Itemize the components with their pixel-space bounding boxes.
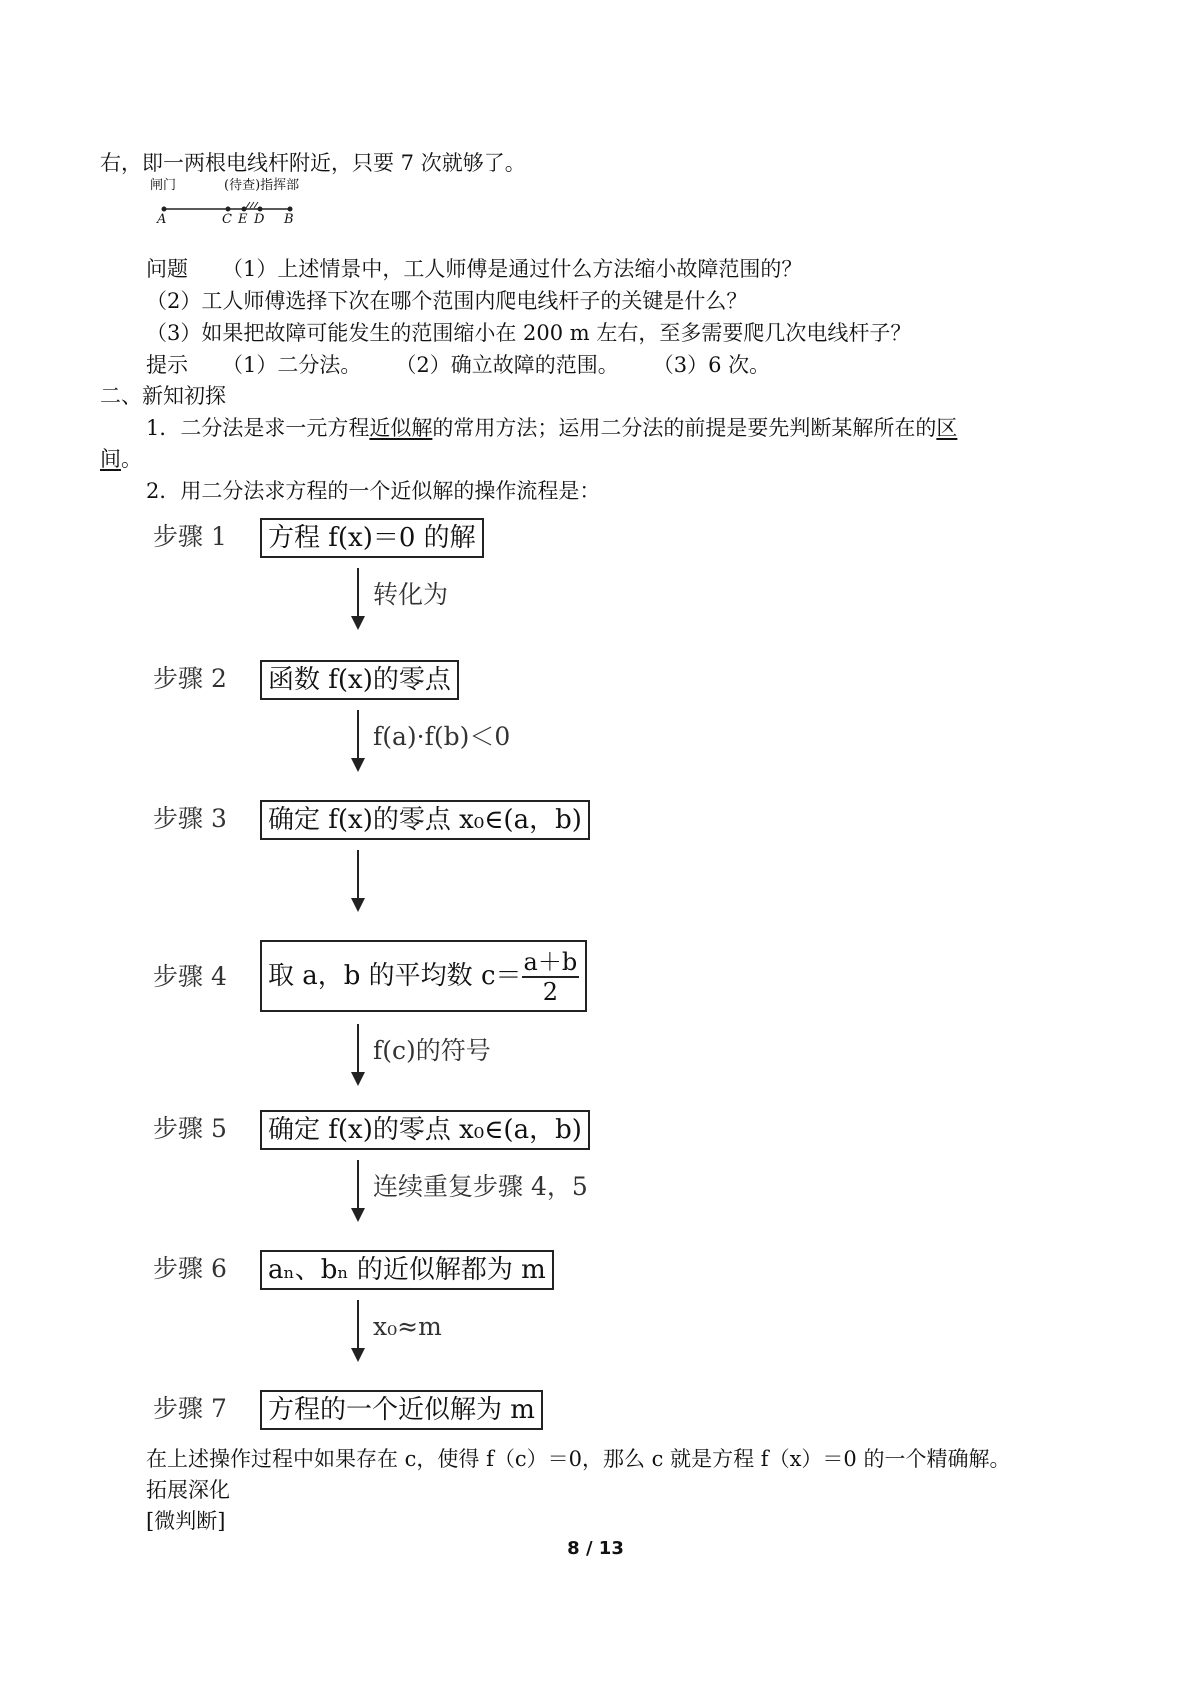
arrow-1 [357,568,359,628]
micro-judgment-heading: [微判断] [146,1509,226,1533]
gate-label: 闸门 [150,178,177,193]
point-e: E [238,212,248,227]
fraction-numerator: a＋b [523,948,578,976]
question-label: 问题 [146,257,188,281]
arrow-4 [357,1024,359,1084]
condition-1: 转化为 [373,580,449,609]
line-segment-diagram [160,193,340,233]
step-2-label: 步骤 2 [153,664,227,693]
step-4-text: 取 a，b 的平均数 c＝ [268,961,522,991]
paragraph-continuation: 右，即一两根电线杆附近，只要 7 次就够了。 [100,151,526,175]
condition-5: 连续重复步骤 4，5 [373,1172,588,1201]
mean-fraction [522,948,580,1006]
condition-6: x₀≈m [373,1312,442,1341]
step-1-label: 步骤 1 [153,522,227,551]
p1-end: 。 [121,447,142,471]
arrow-5 [357,1160,359,1220]
step-6-box: aₙ、bₙ 的近似解都为 m [260,1250,554,1290]
paragraph-1-cont [100,446,142,472]
step-5-box: 确定 f(x)的零点 x₀∈(a，b) [260,1110,590,1150]
hint-2: （2）确立故障的范围。 [395,353,619,377]
command-label: (待查)指挥部 [224,178,300,193]
arrow-6 [357,1300,359,1360]
page-number: 8 / 13 [567,1538,624,1559]
paragraph-1 [146,415,957,441]
power-line-figure [150,178,340,249]
hint-label: 提示 [146,353,188,377]
step-7-box: 方程的一个近似解为 m [260,1390,543,1430]
step-3-box: 确定 f(x)的零点 x₀∈(a，b) [260,800,590,840]
question-1-text: （1）上述情景中，工人师傅是通过什么方法缩小故障范围的？ [222,257,803,281]
point-a: A [157,212,167,227]
condition-2: f(a)·f(b)＜0 [373,722,511,751]
step-7-label: 步骤 7 [153,1394,227,1423]
step-2-box: 函数 f(x)的零点 [260,660,459,700]
step-6-label: 步骤 6 [153,1254,227,1283]
p1-text-a: 1．二分法是求一元方程 [146,416,370,440]
question-2: （2）工人师傅选择下次在哪个范围内爬电线杆子的关键是什么？ [146,289,748,313]
point-d: D [254,212,265,227]
blank-interval-2: 间 [100,447,121,471]
step-5-label: 步骤 5 [153,1114,227,1143]
arrow-3 [357,850,359,910]
hint [146,352,770,378]
paragraph-2: 2．用二分法求方程的一个近似解的操作流程是： [146,479,601,503]
paragraph-exact-solution: 在上述操作过程中如果存在 c，使得 f（c）＝0，那么 c 就是方程 f（x）＝0 的一个精确解。 [146,1447,1011,1471]
point-b: B [284,212,294,227]
question-3: （3）如果把故障可能发生的范围缩小在 200 m 左右，至多需要爬几次电线杆子？ [146,321,912,345]
step-4-label: 步骤 4 [153,962,227,991]
hint-3: （3）6 次。 [652,353,771,377]
fraction-denominator: 2 [542,978,558,1006]
condition-4: f(c)的符号 [373,1036,491,1065]
arrow-2 [357,710,359,770]
step-3-label: 步骤 3 [153,804,227,833]
hint-1: （1）二分法。 [222,353,362,377]
blank-interval-1: 区 [936,416,958,440]
step-4-box [260,940,587,1012]
blank-approx-solution: 近似解 [369,416,433,440]
step-1-box: 方程 f(x)＝0 的解 [260,518,484,558]
question-1 [146,256,802,282]
section-heading: 二、新知初探 [100,384,226,408]
point-c: C [222,212,232,227]
p1-text-b: 的常用方法；运用二分法的前提是要先判断某解所在的 [432,416,937,440]
expand-heading: 拓展深化 [146,1478,230,1502]
